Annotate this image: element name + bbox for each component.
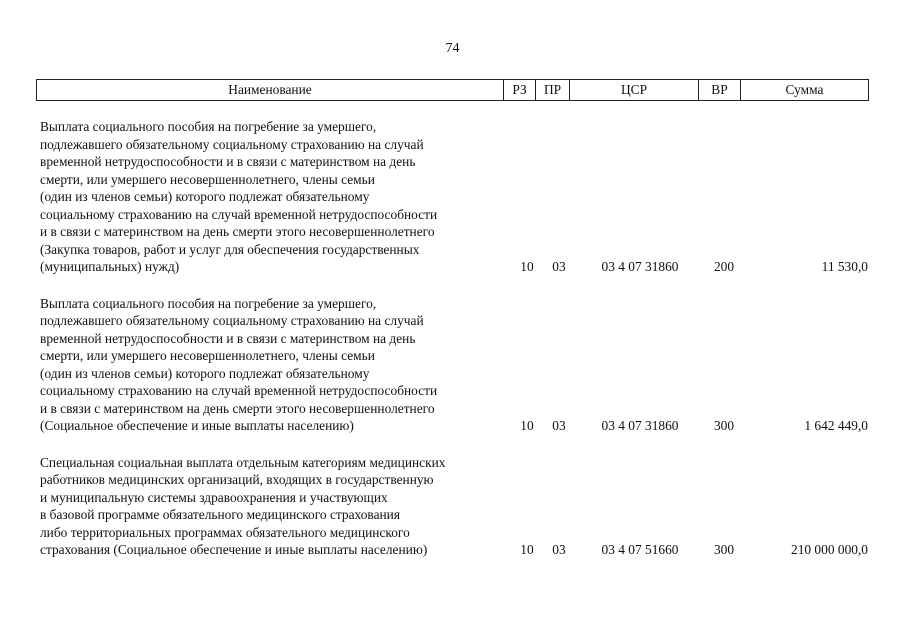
description-line: Выплата социального пособия на погребение за умершего, xyxy=(40,295,377,311)
description-line: временной нетрудоспособности и в связи с материнством на день xyxy=(40,330,416,346)
description-line: страхования (Социальное обеспечение и иные выплаты населению) xyxy=(40,542,428,557)
header-rz: РЗ xyxy=(504,80,536,101)
description-line: (муниципальных) нужд) xyxy=(40,259,180,274)
row-vr: 200 xyxy=(713,259,735,274)
row-csr: 03 4 07 31860 xyxy=(601,259,679,274)
row-sum: 1 642 449,0 xyxy=(804,418,868,433)
row-csr: 03 4 07 51660 xyxy=(601,542,679,557)
row-pr: 03 xyxy=(552,418,566,433)
header-vr: ВР xyxy=(699,80,741,101)
description-line: и в связи с материнством на день смерти этого несовершеннолетнего xyxy=(40,400,435,416)
row-description xyxy=(40,295,510,435)
description-line: подлежавшего обязательному социальному страхованию на случай xyxy=(40,313,424,328)
page-number: 74 xyxy=(445,41,460,56)
description-line: социальному страхованию на случай временной нетрудоспособности xyxy=(40,383,438,398)
row-pr: 03 xyxy=(552,542,566,557)
row-rz: 10 xyxy=(520,542,534,557)
row-vr: 300 xyxy=(713,542,735,557)
row-rz: 10 xyxy=(520,259,534,274)
budget-rows xyxy=(40,118,870,578)
description-line: Выплата социального пособия на погребение за умершего, xyxy=(40,119,377,134)
table-row xyxy=(40,118,870,276)
description-line: (один из членов семьи) которого подлежат обязательному xyxy=(40,365,370,381)
description-line: либо территориальных программах обязательного медицинского xyxy=(40,524,410,540)
table-row xyxy=(40,454,870,559)
description-line: социальному страхованию на случай временной нетрудоспособности xyxy=(40,206,438,222)
description-line: (Социальное обеспечение и иные выплаты населению) xyxy=(40,418,354,433)
row-vr: 300 xyxy=(713,418,735,433)
description-line: и муниципальную системы здравоохранения и участвующих xyxy=(40,489,388,505)
header-sum: Сумма xyxy=(741,80,869,101)
description-line: и в связи с материнством на день смерти этого несовершеннолетнего xyxy=(40,224,435,239)
row-sum: 11 530,0 xyxy=(821,259,868,274)
table-row xyxy=(40,295,870,435)
row-pr: 03 xyxy=(552,259,566,274)
description-line: Специальная социальная выплата отдельным категориям медицинских xyxy=(40,454,446,470)
description-line: работников медицинских организаций, входящих в государственную xyxy=(40,472,434,487)
description-line: в базовой программе обязательного медицинского страхования xyxy=(40,507,401,522)
row-csr: 03 4 07 31860 xyxy=(601,418,679,433)
header-name: Наименование xyxy=(37,80,504,101)
row-description xyxy=(40,454,510,559)
row-description xyxy=(40,118,510,276)
description-line: (Закупка товаров, работ и услуг для обеспечения государственных xyxy=(40,241,420,257)
header-csr: ЦСР xyxy=(570,80,699,101)
description-line: (один из членов семьи) которого подлежат обязательному xyxy=(40,189,370,204)
header-pr: ПР xyxy=(536,80,570,101)
description-line: временной нетрудоспособности и в связи с материнством на день xyxy=(40,154,416,169)
header-row xyxy=(37,80,869,101)
row-sum: 210 000 000,0 xyxy=(791,542,868,557)
description-line: подлежавшего обязательному социальному страхованию на случай xyxy=(40,136,424,152)
column-header-table xyxy=(36,79,869,101)
row-rz: 10 xyxy=(520,418,534,433)
description-line: смерти, или умершего несовершеннолетнего, члены семьи xyxy=(40,171,375,187)
description-line: смерти, или умершего несовершеннолетнего, члены семьи xyxy=(40,348,375,363)
